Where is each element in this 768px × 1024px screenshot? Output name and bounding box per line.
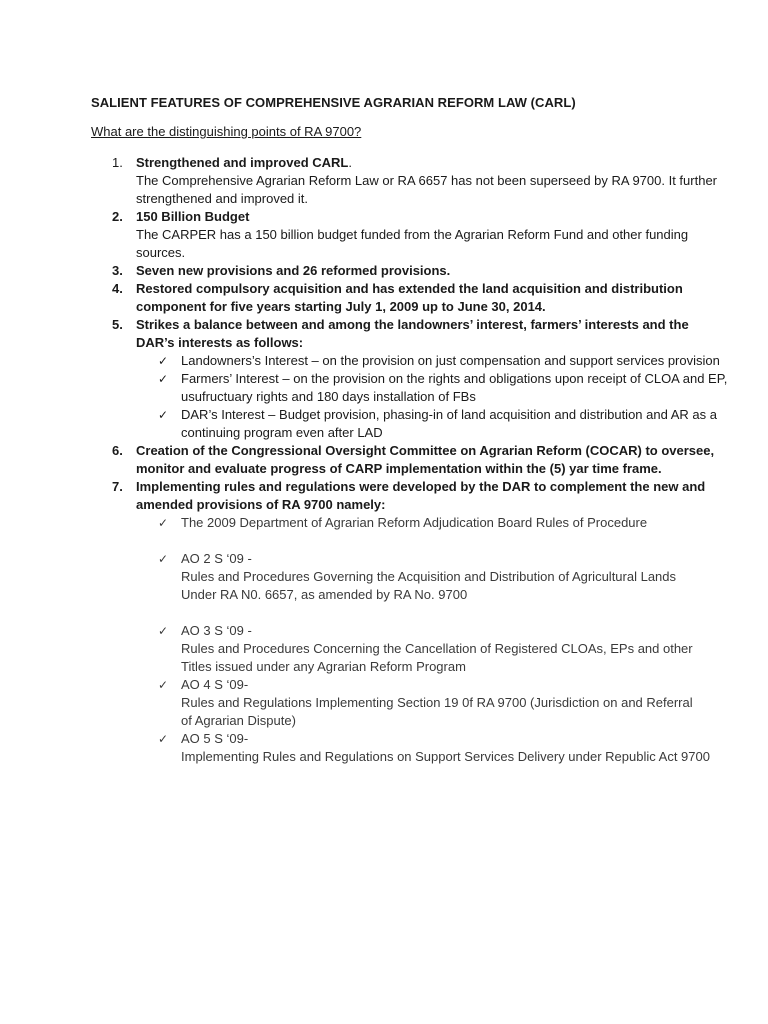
list-item [91,208,728,262]
item-number: 1. [112,155,123,170]
rule-line: Titles issued under any Agrarian Reform Program [181,659,466,674]
checkmark-icon: ✓ [158,678,169,692]
rule-line: Under RA N0. 6657, as amended by RA No. 9700 [181,587,468,602]
checkmark-icon: ✓ [158,372,169,386]
item-number: 3. [112,263,123,278]
rule-line: Rules and Regulations Implementing Section 19 0f RA 9700 (Jurisdiction on and Referral [181,695,693,710]
checklist-item [136,370,728,406]
list-item [91,478,728,766]
item-body: The Comprehensive Agrarian Reform Law or RA 6657 has not been superseed by RA 9700. It further strengthened and improved it. [136,173,718,206]
document-question: What are the distinguishing points of RA 9700? [91,124,362,139]
spacer [136,532,728,550]
list-item [91,262,728,280]
list-item [91,316,728,442]
checklist-item [136,676,728,730]
list-item [91,154,728,208]
checklist-item [136,730,728,766]
item-number: 4. [112,281,123,296]
checkmark-icon: ✓ [158,408,169,422]
checkmark-icon: ✓ [158,354,169,368]
rule-line: Rules and Procedures Governing the Acquisition and Distribution of Agricultural Lands [181,569,677,584]
checklist-item [136,514,728,532]
rule-code: AO 4 S ‘09- [181,677,249,692]
checkmark-icon: ✓ [158,516,169,530]
checkmark-icon: ✓ [158,552,169,566]
checklist-item [136,550,728,604]
item-number: 7. [112,479,123,494]
rule-line: Implementing Rules and Regulations on Support Services Delivery under Republic Act 9700 [181,749,710,764]
checklist-item [136,406,728,442]
item-heading: Restored compulsory acquisition and has extended the land acquisition and distribution component for five years starting July 1, 2009 up to June 30, 2014. [136,281,683,314]
rule-line: The 2009 Department of Agrarian Reform Adjudication Board Rules of Procedure [181,515,648,530]
checklist-text: Farmers’ Interest – on the provision on the rights and obligations upon receipt of CLOA and EP, usufructuary rights and 180 days installation of FBs [181,371,728,404]
item-heading: 150 Billion Budget [136,209,250,224]
item-number: 5. [112,317,123,332]
spacer [136,604,728,622]
item-heading-suffix: . [348,155,352,170]
item-heading: Strikes a balance between and among the landowners’ interest, farmers’ interests and the DAR’s interests as follows: [136,317,689,350]
checkmark-icon: ✓ [158,732,169,746]
item-number: 6. [112,443,123,458]
document-title: SALIENT FEATURES OF COMPREHENSIVE AGRARIAN REFORM LAW (CARL) [91,95,576,110]
item-heading: Seven new provisions and 26 reformed provisions. [136,263,451,278]
rule-line: Rules and Procedures Concerning the Cancellation of Registered CLOAs, EPs and other [181,641,693,656]
item-number: 2. [112,209,123,224]
rule-line: of Agrarian Dispute) [181,713,296,728]
item-heading: Implementing rules and regulations were developed by the DAR to complement the new and amended provisions of RA 9700 namely: [136,479,706,512]
checklist-item [136,622,728,676]
list-item [91,442,728,478]
item-body: The CARPER has a 150 billion budget funded from the Agrarian Reform Fund and other funding sources. [136,227,689,260]
rule-code: AO 5 S ‘09- [181,731,249,746]
checklist-item [136,352,728,370]
checkmark-icon: ✓ [158,624,169,638]
checklist-text: DAR’s Interest – Budget provision, phasing-in of land acquisition and distribution and AR as a continuing program even after LAD [181,407,717,440]
list-item [91,280,728,316]
rule-code: AO 3 S ‘09 - [181,623,252,638]
features-list [91,154,728,766]
interest-checklist [136,352,728,442]
rules-checklist [136,514,728,766]
item-heading: Creation of the Congressional Oversight Committee on Agrarian Reform (COCAR) to oversee, monitor and evaluate progress of CARP implementation within the (5) yar time frame. [136,443,715,476]
item-heading: Strengthened and improved CARL [136,155,349,170]
rule-code: AO 2 S ‘09 - [181,551,252,566]
checklist-text: Landowners’s Interest – on the provision on just compensation and support services provision [181,353,720,368]
